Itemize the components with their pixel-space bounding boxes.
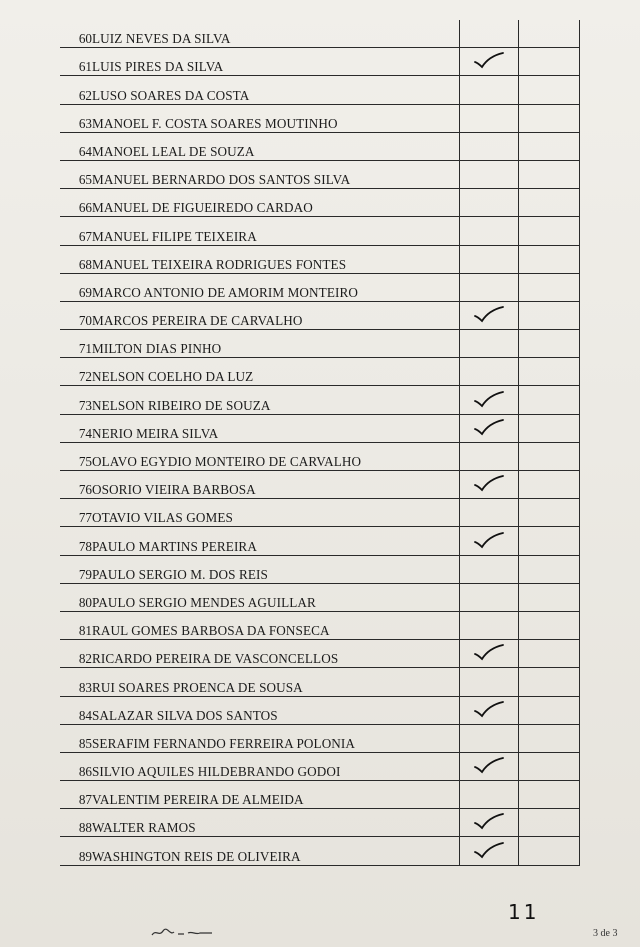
row-number: 71 [60, 330, 92, 358]
blank-cell [519, 386, 580, 414]
check-cell [460, 837, 519, 865]
blank-cell [519, 442, 580, 470]
table-row [60, 48, 580, 76]
table-row [60, 752, 580, 780]
blank-cell [519, 640, 580, 668]
blank-cell [519, 837, 580, 865]
table-row [60, 301, 580, 329]
check-mark-icon [472, 530, 506, 550]
row-number: 77 [60, 499, 92, 527]
table-row [60, 555, 580, 583]
person-name: MANOEL LEAL DE SOUZA [92, 132, 460, 160]
check-mark-icon [472, 417, 506, 437]
person-name: SERAFIM FERNANDO FERREIRA POLONIA [92, 724, 460, 752]
row-number: 68 [60, 245, 92, 273]
blank-cell [519, 724, 580, 752]
blank-cell [519, 358, 580, 386]
check-cell [460, 499, 519, 527]
check-cell [460, 611, 519, 639]
blank-cell [519, 499, 580, 527]
check-cell [460, 471, 519, 499]
check-cell [460, 809, 519, 837]
person-name: RICARDO PEREIRA DE VASCONCELLOS [92, 640, 460, 668]
row-number: 88 [60, 809, 92, 837]
table-row [60, 386, 580, 414]
blank-cell [519, 471, 580, 499]
table-row [60, 611, 580, 639]
row-number: 87 [60, 781, 92, 809]
person-name: SILVIO AQUILES HILDEBRANDO GODOI [92, 752, 460, 780]
table-row [60, 160, 580, 188]
table-row [60, 781, 580, 809]
blank-cell [519, 160, 580, 188]
person-name: MANUEL DE FIGUEIREDO CARDAO [92, 189, 460, 217]
table-row [60, 583, 580, 611]
table-row [60, 442, 580, 470]
check-cell [460, 20, 519, 48]
table-row [60, 245, 580, 273]
blank-cell [519, 696, 580, 724]
row-number: 86 [60, 752, 92, 780]
blank-cell [519, 752, 580, 780]
row-number: 76 [60, 471, 92, 499]
row-number: 70 [60, 301, 92, 329]
row-number: 85 [60, 724, 92, 752]
table-row [60, 358, 580, 386]
person-name: MANUEL TEIXEIRA RODRIGUES FONTES [92, 245, 460, 273]
blank-cell [519, 330, 580, 358]
check-cell [460, 414, 519, 442]
check-cell [460, 527, 519, 555]
check-cell [460, 724, 519, 752]
person-name: OLAVO EGYDIO MONTEIRO DE CARVALHO [92, 442, 460, 470]
blank-cell [519, 104, 580, 132]
check-cell [460, 752, 519, 780]
page-number: 3 de 3 [593, 928, 618, 939]
row-number: 60 [60, 20, 92, 48]
row-number: 75 [60, 442, 92, 470]
row-number: 80 [60, 583, 92, 611]
table-row [60, 217, 580, 245]
check-mark-icon [472, 811, 506, 831]
check-cell [460, 132, 519, 160]
row-number: 64 [60, 132, 92, 160]
person-name: RAUL GOMES BARBOSA DA FONSECA [92, 611, 460, 639]
row-number: 72 [60, 358, 92, 386]
row-number: 73 [60, 386, 92, 414]
person-name: NERIO MEIRA SILVA [92, 414, 460, 442]
table-row [60, 499, 580, 527]
table-row [60, 809, 580, 837]
table-row [60, 837, 580, 865]
check-mark-icon [472, 699, 506, 719]
check-cell [460, 48, 519, 76]
check-mark-icon [472, 755, 506, 775]
person-name: LUIZ NEVES DA SILVA [92, 20, 460, 48]
row-number: 78 [60, 527, 92, 555]
row-number: 66 [60, 189, 92, 217]
check-cell [460, 640, 519, 668]
row-number: 69 [60, 273, 92, 301]
blank-cell [519, 527, 580, 555]
person-name: NELSON COELHO DA LUZ [92, 358, 460, 386]
table-row [60, 414, 580, 442]
table-row [60, 668, 580, 696]
blank-cell [519, 583, 580, 611]
table-row [60, 76, 580, 104]
table-row [60, 724, 580, 752]
blank-cell [519, 76, 580, 104]
check-cell [460, 245, 519, 273]
table-row [60, 189, 580, 217]
check-cell [460, 217, 519, 245]
blank-cell [519, 414, 580, 442]
check-cell [460, 301, 519, 329]
check-cell [460, 189, 519, 217]
person-name: LUIS PIRES DA SILVA [92, 48, 460, 76]
row-number: 62 [60, 76, 92, 104]
person-name: OTAVIO VILAS GOMES [92, 499, 460, 527]
row-number: 67 [60, 217, 92, 245]
check-mark-icon [472, 50, 506, 70]
person-name: WALTER RAMOS [92, 809, 460, 837]
blank-cell [519, 555, 580, 583]
table-row [60, 696, 580, 724]
row-number: 81 [60, 611, 92, 639]
table-row [60, 640, 580, 668]
person-name: NELSON RIBEIRO DE SOUZA [92, 386, 460, 414]
blank-cell [519, 217, 580, 245]
blank-cell [519, 245, 580, 273]
person-name: VALENTIM PEREIRA DE ALMEIDA [92, 781, 460, 809]
blank-cell [519, 809, 580, 837]
check-cell [460, 76, 519, 104]
check-cell [460, 358, 519, 386]
person-name: PAULO SERGIO M. DOS REIS [92, 555, 460, 583]
row-number: 82 [60, 640, 92, 668]
row-number: 65 [60, 160, 92, 188]
table-row [60, 527, 580, 555]
check-mark-icon [472, 389, 506, 409]
attendance-table-body [60, 20, 580, 865]
person-name: MILTON DIAS PINHO [92, 330, 460, 358]
person-name: MARCOS PEREIRA DE CARVALHO [92, 301, 460, 329]
blank-cell [519, 20, 580, 48]
blank-cell [519, 189, 580, 217]
check-cell [460, 583, 519, 611]
blank-cell [519, 611, 580, 639]
attendance-table [60, 20, 580, 866]
person-name: PAULO MARTINS PEREIRA [92, 527, 460, 555]
check-cell [460, 668, 519, 696]
check-mark-icon [472, 840, 506, 860]
check-cell [460, 160, 519, 188]
check-cell [460, 442, 519, 470]
check-mark-icon [472, 473, 506, 493]
person-name: OSORIO VIEIRA BARBOSA [92, 471, 460, 499]
person-name: MANOEL F. COSTA SOARES MOUTINHO [92, 104, 460, 132]
check-cell [460, 781, 519, 809]
person-name: MARCO ANTONIO DE AMORIM MONTEIRO [92, 273, 460, 301]
check-cell [460, 330, 519, 358]
check-mark-icon [472, 642, 506, 662]
blank-cell [519, 273, 580, 301]
check-mark-icon [472, 304, 506, 324]
table-row [60, 471, 580, 499]
person-name: MANUEL BERNARDO DOS SANTOS SILVA [92, 160, 460, 188]
table-row [60, 104, 580, 132]
table-row [60, 273, 580, 301]
check-cell [460, 555, 519, 583]
blank-cell [519, 132, 580, 160]
check-cell [460, 386, 519, 414]
person-name: PAULO SERGIO MENDES AGUILLAR [92, 583, 460, 611]
person-name: SALAZAR SILVA DOS SANTOS [92, 696, 460, 724]
blank-cell [519, 48, 580, 76]
person-name: LUSO SOARES DA COSTA [92, 76, 460, 104]
row-number: 89 [60, 837, 92, 865]
person-name: MANUEL FILIPE TEIXEIRA [92, 217, 460, 245]
row-number: 84 [60, 696, 92, 724]
blank-cell [519, 668, 580, 696]
row-number: 61 [60, 48, 92, 76]
row-number: 74 [60, 414, 92, 442]
row-number: 63 [60, 104, 92, 132]
signature-scribble [150, 925, 220, 939]
table-row [60, 132, 580, 160]
check-cell [460, 696, 519, 724]
blank-cell [519, 301, 580, 329]
check-cell [460, 104, 519, 132]
table-row [60, 330, 580, 358]
blank-cell [519, 781, 580, 809]
row-number: 79 [60, 555, 92, 583]
row-number: 83 [60, 668, 92, 696]
table-row [60, 20, 580, 48]
person-name: RUI SOARES PROENCA DE SOUSA [92, 668, 460, 696]
person-name: WASHINGTON REIS DE OLIVEIRA [92, 837, 460, 865]
check-cell [460, 273, 519, 301]
handwritten-page-mark: 11 [508, 900, 540, 924]
